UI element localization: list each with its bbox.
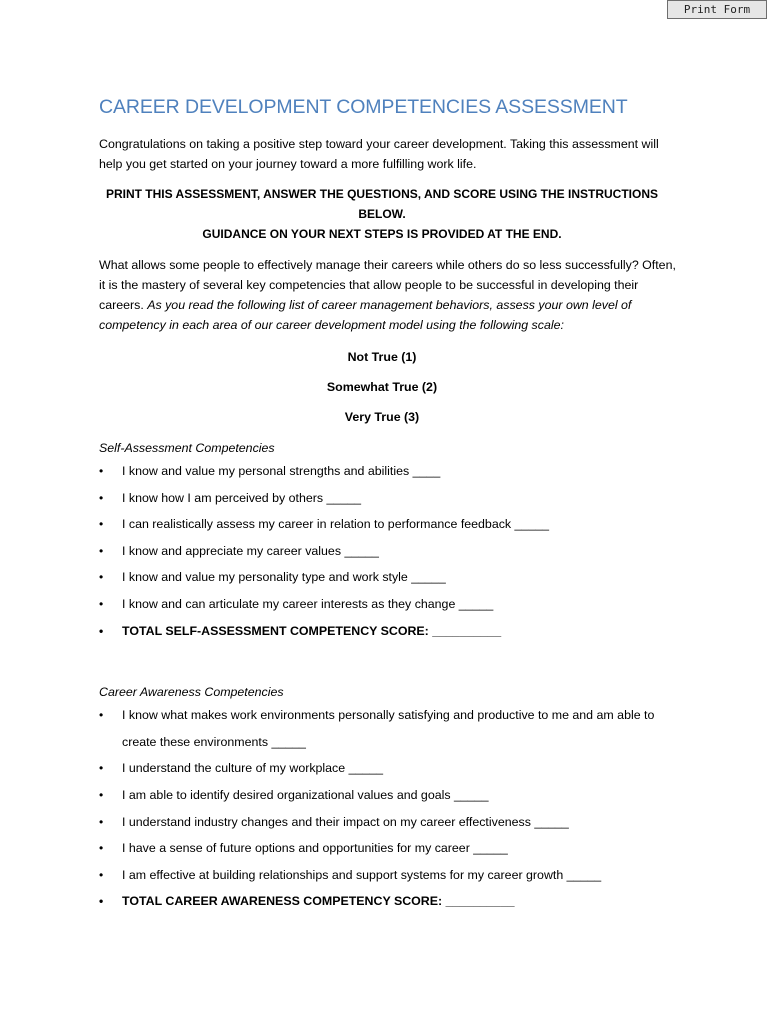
- total-score-item: [99, 618, 679, 645]
- list-item: [99, 835, 679, 862]
- bullet-icon: •: [99, 894, 104, 909]
- list-item: [99, 591, 679, 618]
- total-score-text: TOTAL SELF-ASSESSMENT COMPETENCY SCORE: __________: [122, 623, 502, 638]
- bullet-icon: •: [99, 761, 104, 776]
- item-text: I can realistically assess my career in relation to performance feedback _____: [122, 517, 549, 532]
- document-title: CAREER DEVELOPMENT COMPETENCIES ASSESSMENT: [99, 96, 628, 118]
- item-text: I know what makes work environments personally satisfying and productive to me and am able to create these environments _____: [122, 708, 655, 749]
- list-item: [99, 564, 679, 591]
- bullet-icon: •: [99, 623, 104, 638]
- item-text: I am effective at building relationships and support systems for my career growth _____: [122, 867, 602, 882]
- section-heading-self-assessment: Self-Assessment Competencies: [99, 441, 275, 455]
- bullet-icon: •: [99, 867, 104, 882]
- instructions-line-2: GUIDANCE ON YOUR NEXT STEPS IS PROVIDED AT THE END.: [202, 227, 562, 241]
- item-text: I know and appreciate my career values _____: [122, 543, 379, 558]
- list-item: [99, 485, 679, 512]
- total-score-text: TOTAL CAREER AWARENESS COMPETENCY SCORE: __________: [122, 894, 515, 909]
- item-text: I know and can articulate my career interests as they change _____: [122, 596, 494, 611]
- bullet-icon: •: [99, 708, 104, 723]
- bullet-icon: •: [99, 543, 104, 558]
- print-form-button[interactable]: Print Form: [667, 0, 767, 19]
- instructions-line-1: PRINT THIS ASSESSMENT, ANSWER THE QUESTIONS, AND SCORE USING THE INSTRUCTIONS BELOW.: [105, 187, 659, 221]
- item-text: I know how I am perceived by others _____: [122, 490, 361, 505]
- bullet-icon: •: [99, 787, 104, 802]
- item-text: I am able to identify desired organizational values and goals _____: [122, 787, 489, 802]
- paragraph-italic-text: As you read the following list of career management behaviors, assess your own level of competency in each area of our career development model using the following scale:: [99, 298, 632, 332]
- item-text: I understand the culture of my workplace _____: [122, 761, 384, 776]
- list-item: [99, 458, 679, 485]
- assessment-document: [99, 94, 679, 915]
- item-text: I know and value my personal strengths and abilities ____: [122, 464, 441, 478]
- self-assessment-list: [99, 458, 679, 644]
- bullet-icon: •: [99, 814, 104, 829]
- instructions-block: [99, 184, 679, 244]
- bullet-icon: •: [99, 464, 104, 478]
- career-awareness-list: [99, 702, 679, 915]
- list-item: [99, 782, 679, 809]
- list-item: [99, 809, 679, 836]
- rating-scale: [99, 345, 679, 435]
- bullet-icon: •: [99, 490, 104, 505]
- section-heading-career-awareness: Career Awareness Competencies: [99, 685, 284, 700]
- total-score-item: [99, 888, 679, 915]
- bullet-icon: •: [99, 517, 104, 532]
- list-item: [99, 755, 679, 782]
- bullet-icon: •: [99, 841, 104, 856]
- scale-very-true: Very True (3): [344, 410, 420, 424]
- intro-paragraph: Congratulations on taking a positive step toward your career development. Taking this assessment will help you get started on your journey toward a more fulfilling work life.: [99, 137, 659, 171]
- paragraph-plain-text: What allows some people to effectively manage their careers while others do so less successfully? Often, it is the mastery of several key competencies that allow people to be successful in developing their careers.: [99, 258, 676, 312]
- list-item: [99, 702, 679, 755]
- scale-somewhat-true: Somewhat True (2): [326, 380, 438, 394]
- item-text: I have a sense of future options and opportunities for my career _____: [122, 841, 508, 856]
- scale-explanation-paragraph: [99, 255, 679, 335]
- bullet-icon: •: [99, 570, 104, 585]
- list-item: [99, 538, 679, 565]
- item-text: I know and value my personality type and work style _____: [122, 570, 446, 585]
- list-item: [99, 511, 679, 538]
- scale-not-true: Not True (1): [347, 350, 417, 364]
- bullet-icon: •: [99, 596, 104, 611]
- list-item: [99, 862, 679, 889]
- item-text: I understand industry changes and their impact on my career effectiveness _____: [122, 814, 569, 829]
